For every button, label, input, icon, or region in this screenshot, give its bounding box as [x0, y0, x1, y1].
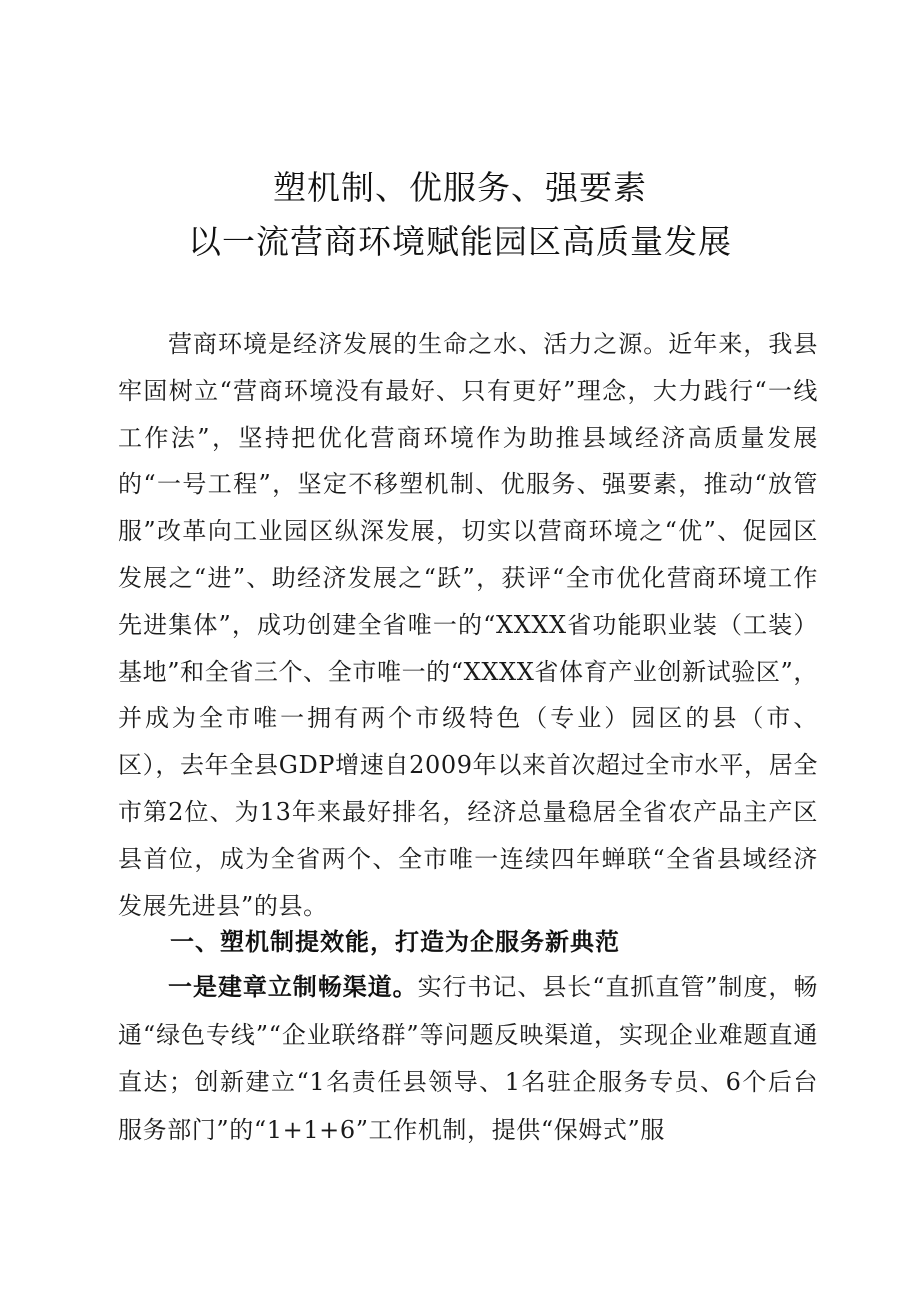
section-1-paragraph-1-body: 实行书记、县长“直抓直管”制度，畅通“绿色专线”“企业联络群”等问题反映渠道，实现企业难题直通直达；创新建立“1名责任县领导、1名驻企服务专员、6个后台服务部门”的“1+1+6”工作机制，提供“保姆式”服 — [118, 973, 818, 1144]
section-1-heading: 一、塑机制提效能，打造为企服务新典范 — [170, 928, 620, 956]
document-title-line-1: 塑机制、优服务、强要素 — [273, 168, 647, 207]
intro-paragraph: 营商环境是经济发展的生命之水、活力之源。近年来，我县牢固树立“营商环境没有最好、只有更好”理念，大力践行“一线工作法”，坚持把优化营商环境作为助推县域经济高质量发展的“一号工程”，坚定不移塑机制、优服务、强要素，推动“放管服”改革向工业园区纵深发展，切实以营商环境之“优”、促园区发展之“进”、助经济发展之“跃”，获评“全市优化营商环境工作先进集体”，成功创建全省唯一的“XXXX省功能职业装（工装）基地”和全省三个、全市唯一的“XXXX省体育产业创新试验区”，并成为全市唯一拥有两个市级特色（专业）园区的县（市、区），去年全县GDP增速自2009年以来首次超过全市水平，居全市第2位、为13年来最好排名，经济总量稳居全省农产品主产区县首位，成为全省两个、全市唯一连续四年蝉联“全省县域经济发展先进县”的县。 — [118, 330, 818, 920]
document-title-line-2: 以一流营商环境赋能园区高质量发展 — [188, 222, 732, 261]
section-1-paragraph-1 — [118, 964, 818, 1154]
section-1-paragraph-1-lead: 一是建章立制畅渠道。 — [168, 973, 418, 1001]
